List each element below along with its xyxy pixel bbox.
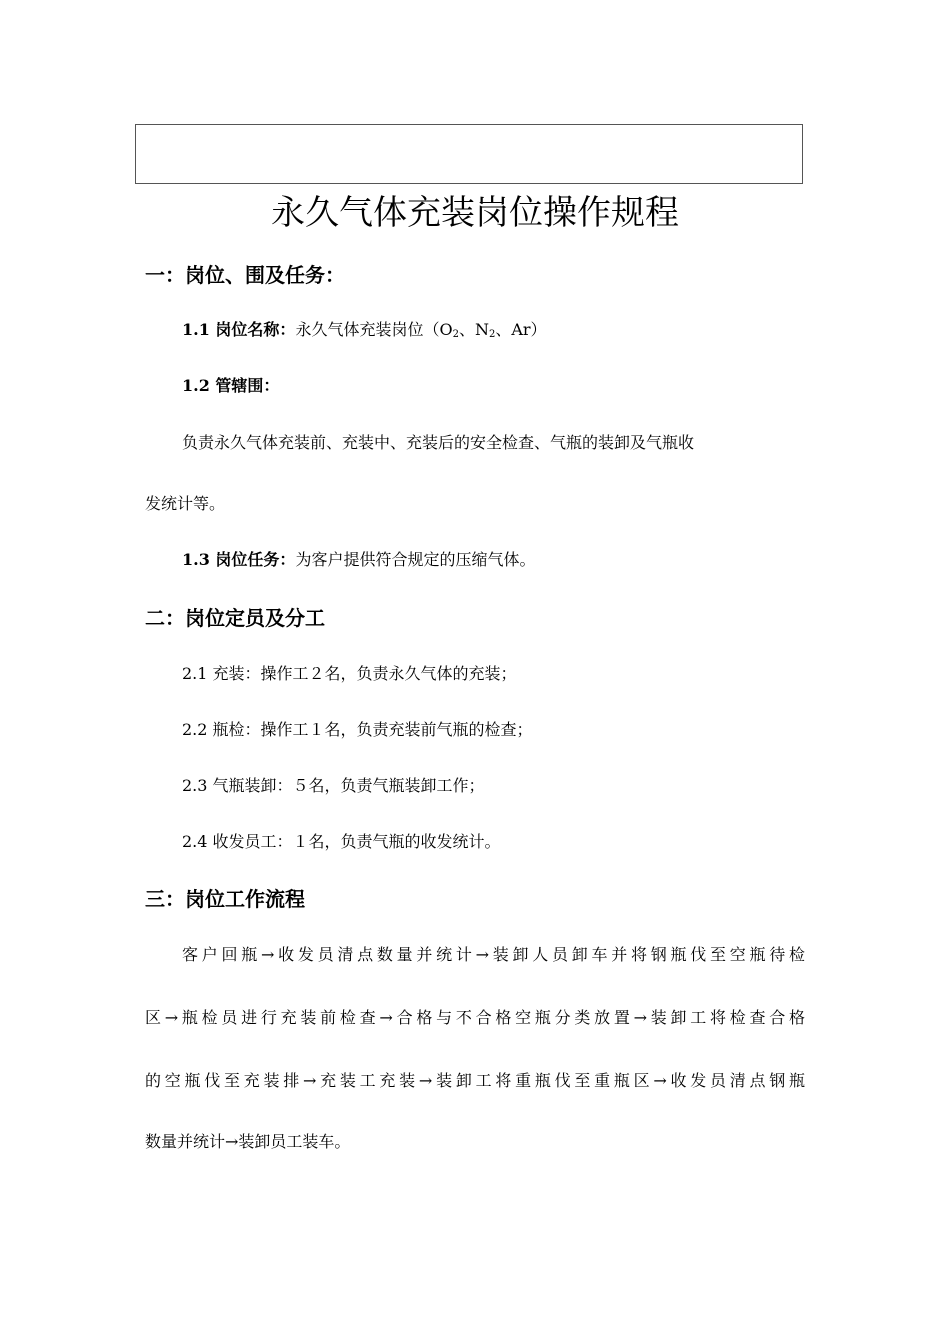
item-2-1: 2.1 充装：操作工２名，负责永久气体的充装；	[182, 664, 517, 683]
item-2-2: 2.2 瓶检：操作工１名，负责充装前气瓶的检查；	[182, 720, 533, 739]
flow-line-3: 的空瓶伐至充装排→充装工充装→装卸工将重瓶伐至重瓶区→收发员清点钢瓶	[145, 1071, 805, 1090]
item-1-3-label: 1.3 岗位任务	[182, 550, 280, 569]
item-1-1-sep: ：	[279, 320, 296, 339]
item-1-3-text: 为客户提供符合规定的压缩气体。	[295, 550, 536, 569]
flow-line-1: 客户回瓶→收发员清点数量并统计→装卸人员卸车并将钢瓶伐至空瓶待检	[182, 945, 805, 964]
section3-heading: 三：岗位工作流程	[145, 887, 305, 911]
item-1-1-mid: 、N	[458, 320, 489, 339]
flow-line-4: 数量并统计→装卸员工装车。	[145, 1132, 351, 1151]
item-1-3	[182, 548, 535, 572]
n2-subscript: 2	[488, 329, 496, 340]
item-1-2-line2: 发统计等。	[145, 494, 226, 513]
item-2-3: 2.3 气瓶装卸：５名，负责气瓶装卸工作；	[182, 776, 485, 795]
item-1-2-line1: 负责永久气体充装前、充装中、充装后的安全检查、气瓶的装卸及气瓶收	[182, 433, 695, 452]
document-title: 永久气体充装岗位操作规程	[271, 193, 679, 233]
item-1-1-text: 永久气体充装岗位（O	[295, 320, 453, 339]
item-1-1-label: 1.1 岗位名称	[182, 320, 280, 339]
item-1-1	[182, 318, 547, 347]
flow-line-2: 区→瓶检员进行充装前检查→合格与不合格空瓶分类放置→装卸工将检查合格	[145, 1008, 805, 1027]
item-1-2-label: 1.2 管辖围：	[182, 376, 280, 395]
header-box	[135, 124, 803, 184]
item-1-1-end: 、Ar）	[495, 320, 547, 339]
section2-heading: 二：岗位定员及分工	[145, 606, 325, 630]
item-1-3-sep: ：	[279, 550, 296, 569]
section1-heading: 一：岗位、围及任务：	[145, 263, 345, 287]
o2-subscript: 2	[452, 329, 459, 340]
item-2-4: 2.4 收发员工：１名，负责气瓶的收发统计。	[182, 832, 501, 851]
